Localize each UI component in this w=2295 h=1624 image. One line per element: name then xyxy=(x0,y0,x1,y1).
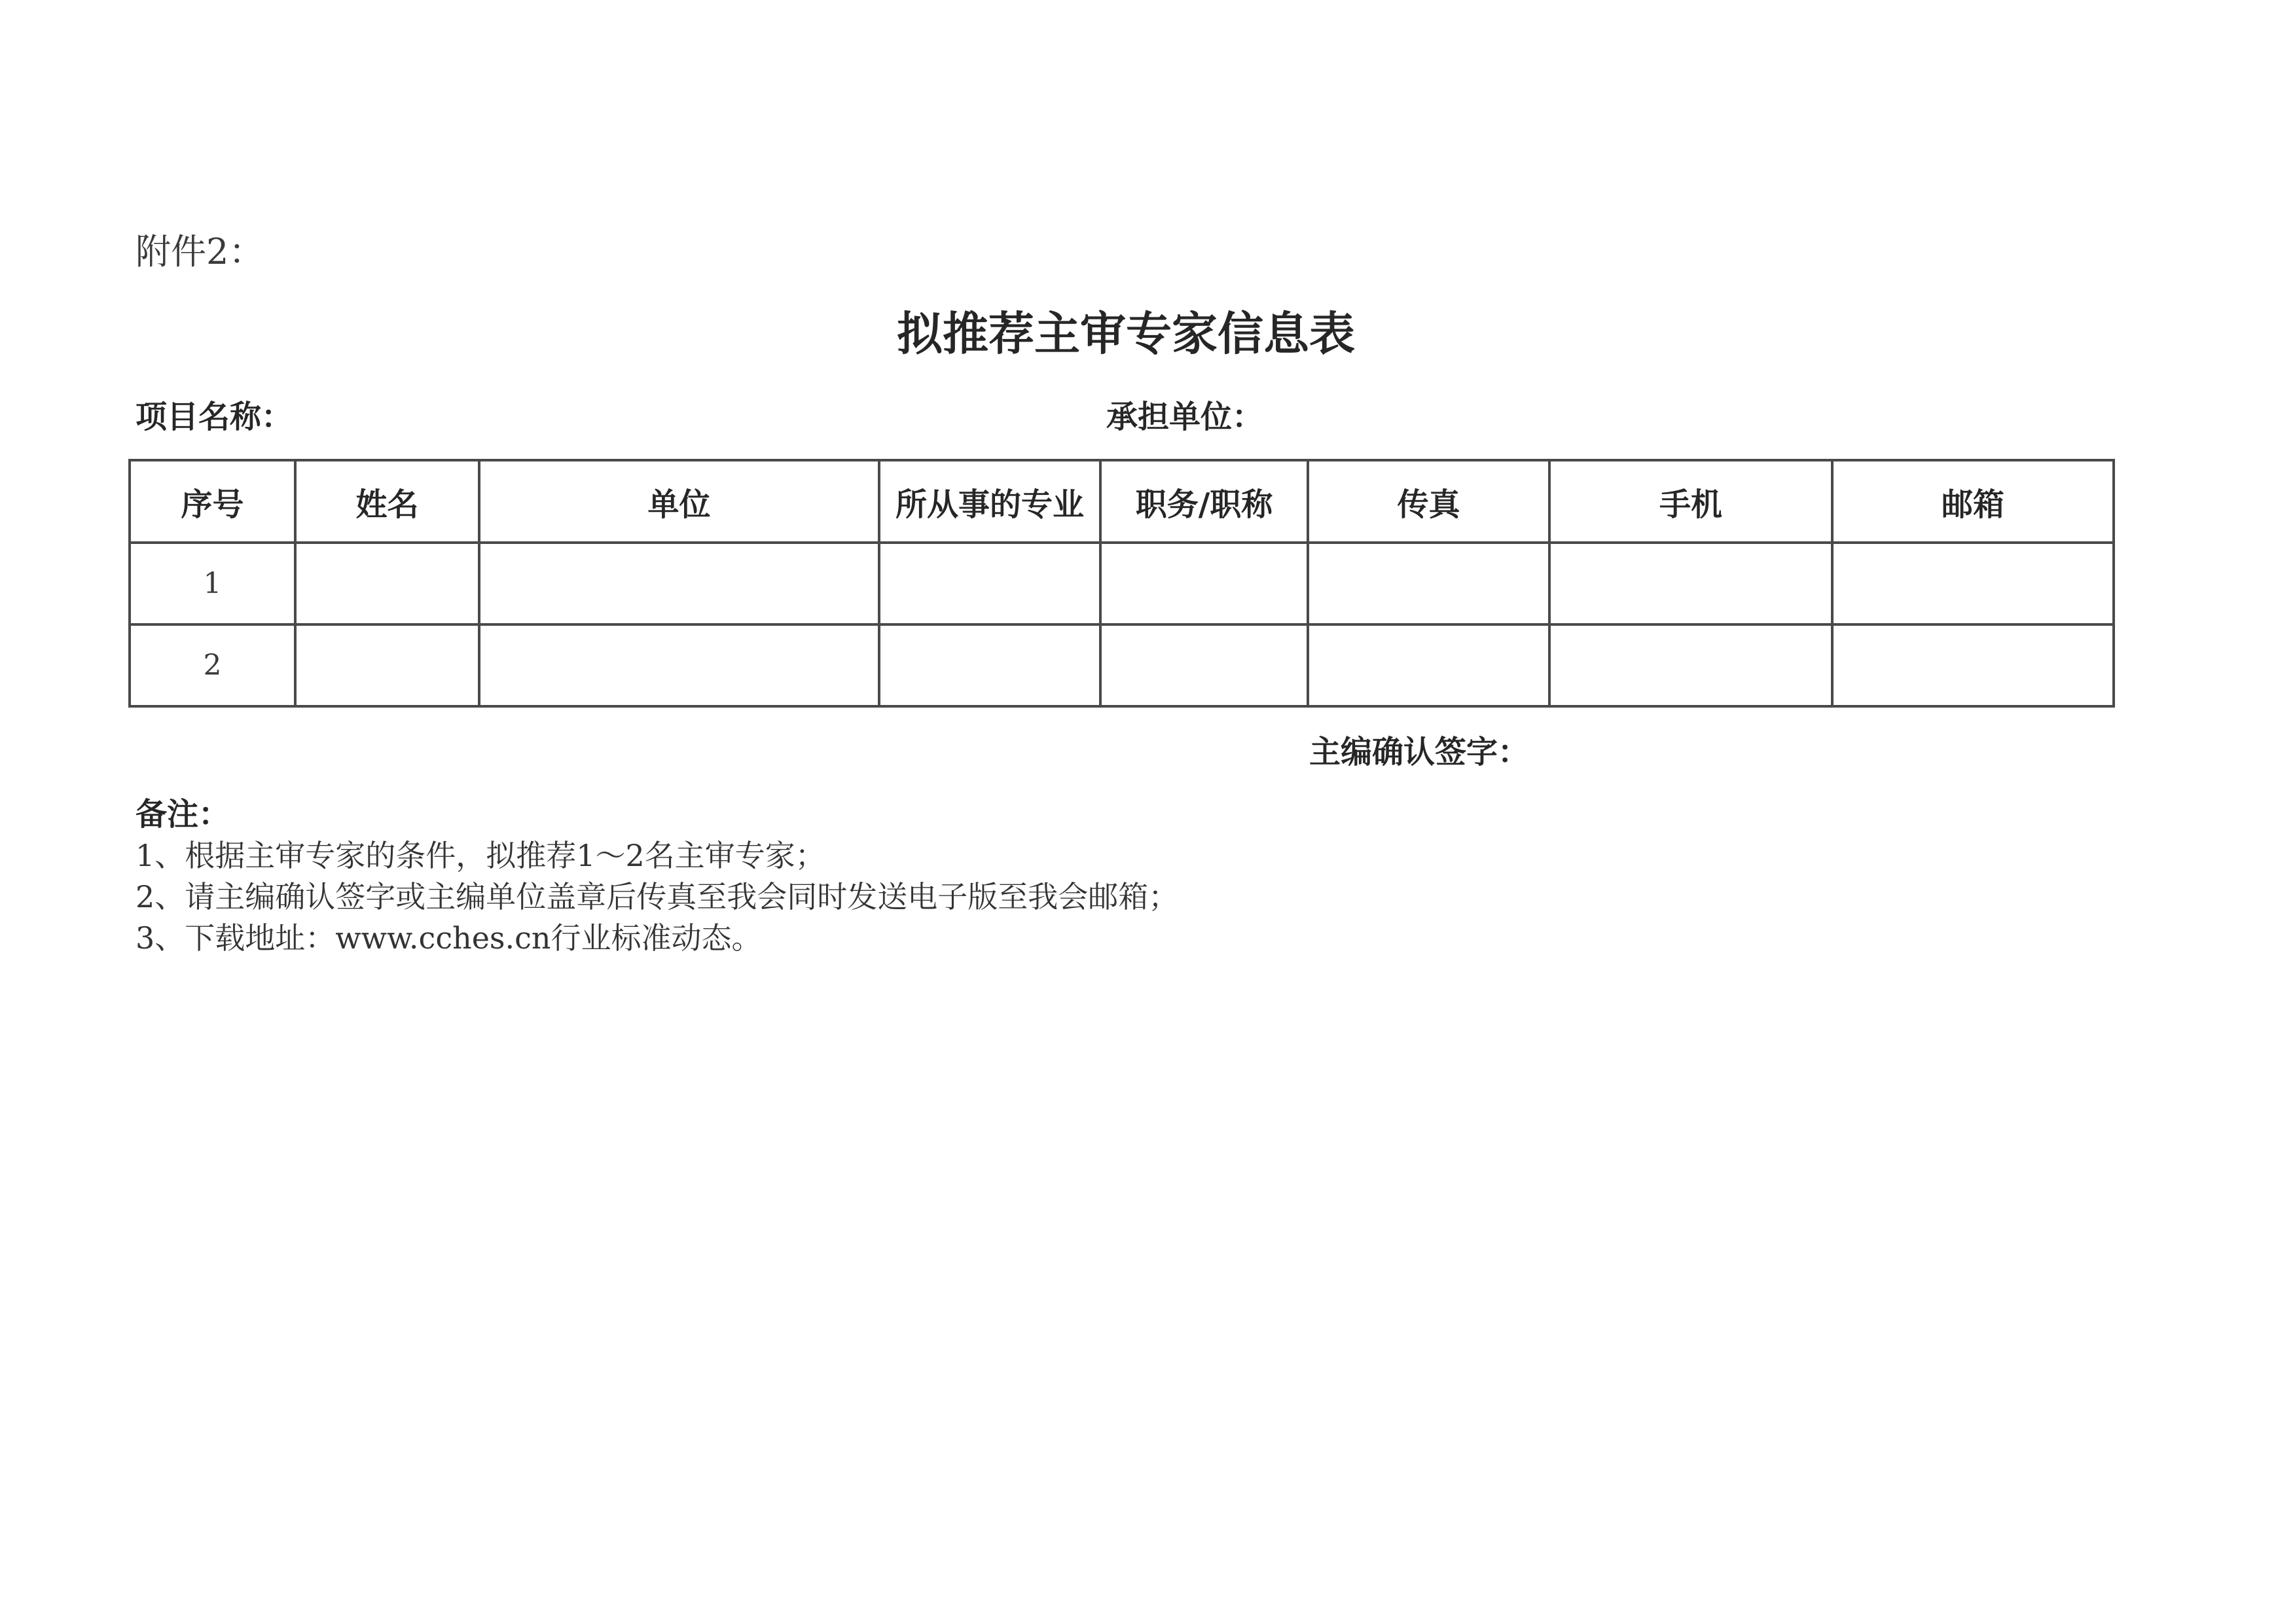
cell-position-title[interactable] xyxy=(1100,543,1308,624)
cell-mobile[interactable] xyxy=(1549,624,1832,706)
notes-section xyxy=(136,793,1178,959)
cell-fax[interactable] xyxy=(1308,543,1549,624)
cell-unit[interactable] xyxy=(479,624,879,706)
table-header-row xyxy=(130,460,2114,543)
page-title: 拟推荐主审专家信息表 xyxy=(897,306,1355,361)
editor-signature-label: 主编确认签字： xyxy=(1309,734,1530,770)
attachment-label: 附件2： xyxy=(136,231,264,272)
cell-specialty[interactable] xyxy=(879,624,1100,706)
header-email: 邮箱 xyxy=(1832,460,2114,543)
header-mobile: 手机 xyxy=(1549,460,1832,543)
table-row xyxy=(130,543,2114,624)
notes-heading: 备注： xyxy=(136,796,230,833)
cell-position-title[interactable] xyxy=(1100,624,1308,706)
cell-index: 1 xyxy=(130,543,295,624)
cell-email[interactable] xyxy=(1832,543,2114,624)
header-specialty: 所从事的专业 xyxy=(879,460,1100,543)
cell-specialty[interactable] xyxy=(879,543,1100,624)
note-item: 1、根据主审专家的条件，拟推荐1～2名主审专家； xyxy=(136,838,825,873)
cell-index: 2 xyxy=(130,624,295,706)
project-name-label: 项目名称： xyxy=(136,399,293,435)
header-index: 序号 xyxy=(130,460,295,543)
undertaking-unit-label: 承担单位： xyxy=(1106,399,1264,435)
note-item: 3、下载地址：www.cches.cn行业标准动态。 xyxy=(136,920,762,956)
cell-fax[interactable] xyxy=(1308,624,1549,706)
header-name: 姓名 xyxy=(295,460,479,543)
cell-name[interactable] xyxy=(295,543,479,624)
header-position-title: 职务/职称 xyxy=(1100,460,1308,543)
cell-mobile[interactable] xyxy=(1549,543,1832,624)
note-item: 2、请主编确认签字或主编单位盖章后传真至我会同时发送电子版至我会邮箱； xyxy=(136,879,1179,914)
expert-info-table xyxy=(128,459,2115,708)
cell-unit[interactable] xyxy=(479,543,879,624)
cell-name[interactable] xyxy=(295,624,479,706)
cell-email[interactable] xyxy=(1832,624,2114,706)
table-row xyxy=(130,624,2114,706)
header-fax: 传真 xyxy=(1308,460,1549,543)
header-unit: 单位 xyxy=(479,460,879,543)
